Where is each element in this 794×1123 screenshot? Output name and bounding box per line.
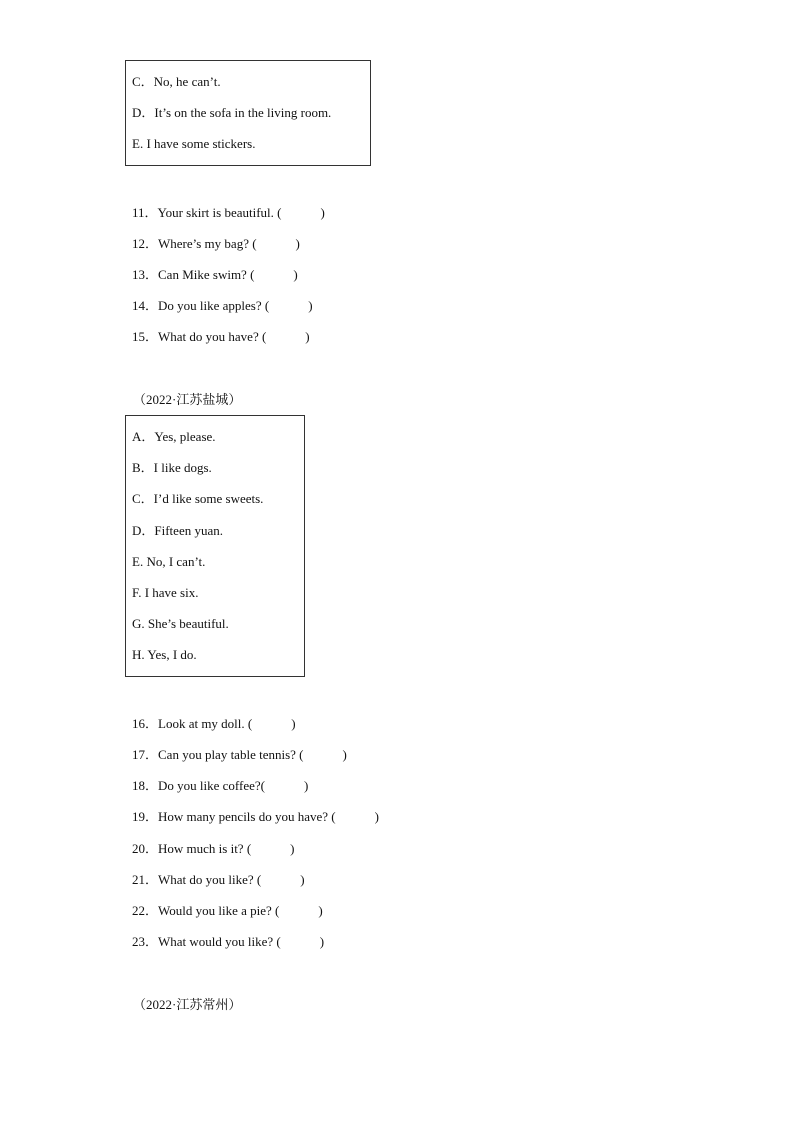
question-22: 22．Would you like a pie? ( ) (132, 903, 323, 918)
question-13: 13．Can Mike swim? ( ) (132, 267, 298, 282)
question-15: 15．What do you have? ( ) (132, 329, 310, 344)
question-19: 19．How many pencils do you have? ( ) (132, 809, 379, 824)
options-box-2 (125, 415, 305, 677)
option-e: E. I have some stickers. (132, 136, 256, 151)
option-g: G. She’s beautiful. (132, 616, 229, 631)
question-20: 20．How much is it? ( ) (132, 841, 295, 856)
question-21: 21．What do you like? ( ) (132, 872, 305, 887)
question-23: 23．What would you like? ( ) (132, 934, 325, 949)
option-d: D．Fifteen yuan. (132, 523, 223, 538)
option-a: A．Yes, please. (132, 429, 216, 444)
option-b: B．I like dogs. (132, 460, 212, 475)
option-f: F. I have six. (132, 585, 199, 600)
question-12: 12．Where’s my bag? ( ) (132, 236, 300, 251)
question-16: 16．Look at my doll. ( ) (132, 716, 296, 731)
option-h: H. Yes, I do. (132, 647, 197, 662)
source-label-yancheng: （2022·江苏盐城） (133, 392, 242, 407)
question-11: 11．Your skirt is beautiful. ( ) (132, 205, 325, 220)
option-d: D．It’s on the sofa in the living room. (132, 105, 332, 120)
question-17: 17．Can you play table tennis? ( ) (132, 747, 347, 762)
option-c: C．No, he can’t. (132, 74, 221, 89)
source-label-changzhou: （2022·江苏常州） (133, 997, 242, 1012)
question-18: 18．Do you like coffee?( ) (132, 778, 309, 793)
option-c: C．I’d like some sweets. (132, 491, 264, 506)
question-14: 14．Do you like apples? ( ) (132, 298, 313, 313)
option-e: E. No, I can’t. (132, 554, 206, 569)
